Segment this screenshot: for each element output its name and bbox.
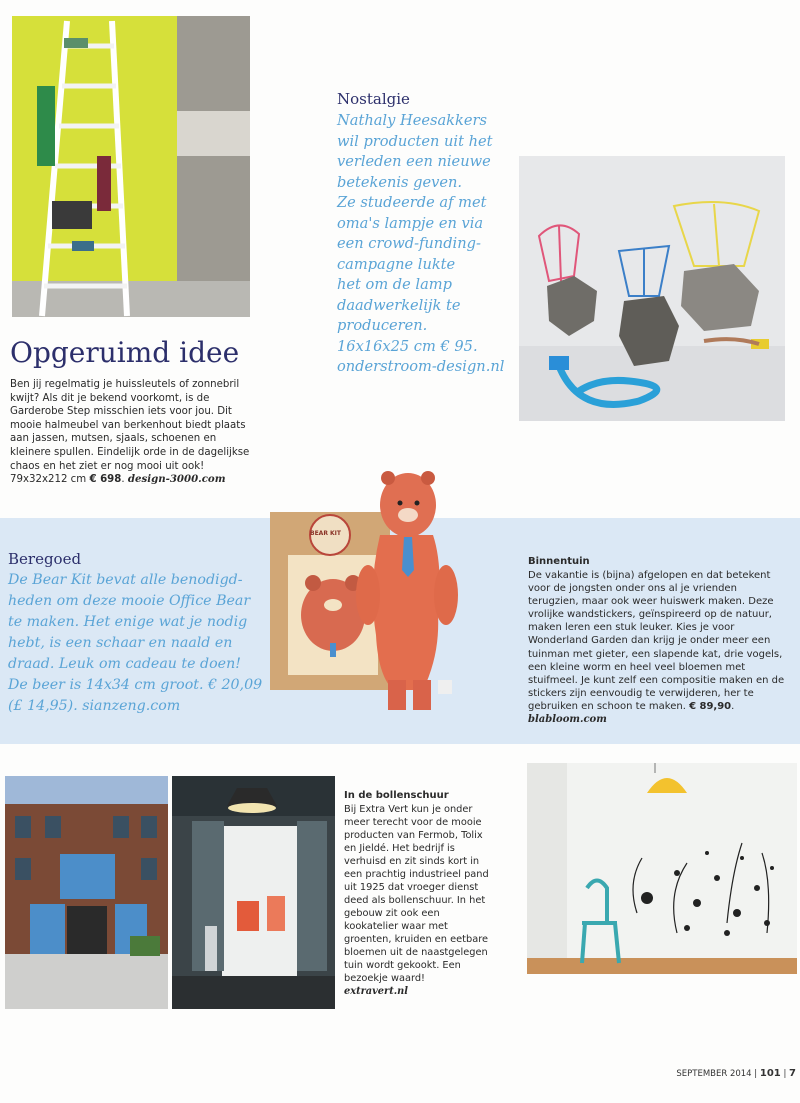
- nostalgie-line: Ze studeerde af met: [337, 194, 487, 211]
- footer-page-number: 7: [789, 1068, 796, 1079]
- wonderland-garden-photo: [527, 763, 797, 974]
- nostalgie-line: daadwerkelijk te: [337, 296, 461, 314]
- opgeruimd-dims: 79x32x212 cm: [10, 474, 87, 486]
- footer-brand: 101: [759, 1068, 781, 1079]
- opgeruimd-title: Opgeruimd idee: [10, 336, 240, 369]
- bollenschuur-body: [344, 803, 492, 998]
- beregoed-line: draad. Leuk om cadeau te doen!: [8, 656, 241, 672]
- nostalgie-line: wil producten uit het: [337, 132, 493, 150]
- beregoed-line: De beer is 14x34 cm groot. € 20,09: [8, 677, 263, 693]
- nostalgie-line: een crowd-funding-: [337, 235, 481, 252]
- nostalgie-line: 16x16x25 cm € 95.: [337, 337, 478, 355]
- beregoed-body: [8, 570, 288, 717]
- footer-separator: |: [783, 1069, 787, 1079]
- bear-kit-box-label: BEAR KIT: [310, 530, 341, 537]
- garderobe-step-photo: [12, 16, 250, 317]
- binnentuin-title: Binnentuin: [528, 556, 590, 567]
- nostalgie-line: betekenis geven.: [337, 173, 463, 191]
- bollenschuur-title: In de bollenschuur: [344, 790, 449, 801]
- footer-separator: |: [754, 1069, 758, 1079]
- binnentuin-price: € 89,90: [689, 700, 732, 712]
- nostalgie-line: Nathaly Heesakkers: [337, 112, 487, 129]
- nostalgie-line: campagne lukte: [337, 255, 456, 273]
- page-footer: [560, 1068, 796, 1079]
- nostalgie-line: oma's lampje en via: [337, 214, 484, 232]
- nostalgie-line: verleden een nieuwe: [337, 153, 491, 170]
- binnentuin-body: De vakantie is (bijna) afgelopen en dat betekent voor de jongsten onder ons al je vrienden terugzien, maar ook weer huiswerk maken. Deze vrolijke wandstickers, geïnspireerd op de natuur, maken leren een stuk leuker. Kies je voor Wonderland Garden dan krijg je onder meer een tuinman met gieter, een slapende kat, drie vogels, een kleine worm en heel veel bloemen met stuifmeel. Je kunt zelf een compositie maken en de stickers zijn eenvoudig te verwijderen, her te gebruiken en schoon te maken. € 89,90. blabloom.com: [528, 570, 785, 726]
- bollenschuur-site: extravert.nl: [344, 986, 408, 997]
- concrete-lamps-photo: [519, 156, 785, 421]
- beregoed-line: De Bear Kit bevat alle benodigd-: [8, 572, 243, 588]
- extravert-interior-photo: [172, 776, 335, 1009]
- opgeruimd-price: € 698: [89, 474, 122, 486]
- opgeruimd-site: design-3000.com: [127, 473, 226, 486]
- nostalgie-title: Nostalgie: [337, 90, 410, 108]
- footer-month: SEPTEMBER 2014: [676, 1069, 752, 1079]
- nostalgie-body: [337, 111, 517, 378]
- extravert-building-photo: [5, 776, 168, 1009]
- binnentuin-text: De vakantie is (bijna) afgelopen en dat betekent voor de jongsten onder ons al je vrienden terugzien, maar ook weer huiswerk maken. Deze vrolijke wandstickers, geïnspireerd op de natuur, maken leren een stuk leuker. Kies je voor Wonderland Garden dan krijg je onder meer een tuinman met gieter, een slapende kat, drie vogels, een kleine worm en heel veel bloemen met stuifmeel. Je kunt zelf een compositie maken en de stickers zijn eenvoudig te verwijderen, her te gebruiken en schoon te maken.: [528, 570, 785, 712]
- beregoed-line: hebt, is een schaar en naald en: [8, 635, 233, 651]
- beregoed-line: (£ 14,95). sianzeng.com: [8, 698, 181, 714]
- beregoed-line: heden om deze mooie Office Bear: [8, 593, 251, 609]
- beregoed-line: te maken. Het enige wat je nodig: [8, 614, 248, 630]
- opgeruimd-body: Ben jij regelmatig je huissleutels of zonnebril kwijt? Als dit je bekend voorkomt, is de Garderobe Step misschien iets voor jou. Dit mooie halmeubel van berkenhout biedt plaats aan jassen, mutsen, sjaals, schoenen en kleinere spullen. Eindelijk orde in de dagelijkse chaos en het ziet er nog mooi uit ook! 79x32x212 cm € 698. design-3000.com: [10, 379, 250, 486]
- bollenschuur-text: Bij Extra Vert kun je onder meer terecht voor de mooie producten van Fermob, Tolix en Jieldé. Het bedrijf is verhuisd en zit sinds kort in een prachtig industrieel pand uit 1925 dat vroeger dienst deed als bollenschuur. In het gebouw zit ook een kookatelier waar met groenten, kruiden en eetbare bloemen uit de naastgelegen tuin wordt gekookt. Een bezoekje waard!: [344, 804, 489, 984]
- nostalgie-line: onderstroom-design.nl: [337, 358, 505, 375]
- nostalgie-line: produceren.: [337, 317, 428, 334]
- nostalgie-line: het om de lamp: [337, 276, 452, 293]
- bear-kit-photo: [268, 465, 468, 725]
- binnentuin-site: blabloom.com: [528, 714, 607, 726]
- opgeruimd-text: Ben jij regelmatig je huissleutels of zonnebril kwijt? Als dit je bekend voorkomt, is de Garderobe Step misschien iets voor jou. Dit mooie halmeubel van berkenhout biedt plaats aan jassen, mutsen, sjaals, schoenen en kleinere spullen. Eindelijk orde in de dagelijkse chaos en het ziet er nog mooi uit ook!: [10, 379, 250, 472]
- beregoed-title: Beregoed: [8, 550, 82, 568]
